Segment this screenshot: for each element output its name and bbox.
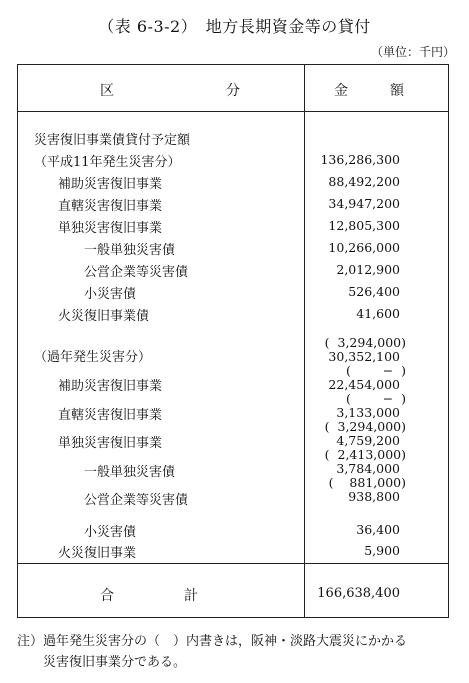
s1-row-value: 12,805,300 xyxy=(328,218,400,233)
s2-row-paren: ( 881,000) xyxy=(328,475,406,490)
s2-row-label: 小災害債 xyxy=(84,525,137,540)
section1-subtotal: 136,286,300 xyxy=(320,152,400,167)
table-title: （表 6-3-2） 地方長期資金等の貸付 xyxy=(98,17,371,36)
s2-row-paren: ( 3,294,000) xyxy=(324,419,406,434)
footnote-line2: 災害復旧事業分である。 xyxy=(17,655,187,670)
s2-row-label: 直轄災害復旧事業 xyxy=(58,408,163,423)
s1-row-label: 直轄災害復旧事業 xyxy=(58,199,163,214)
total-label: 合 計 xyxy=(100,588,198,604)
header-amount: 金 額 xyxy=(334,83,404,99)
s2-row-value: 938,800 xyxy=(348,489,400,504)
s2-row-paren: ( 2,413,000) xyxy=(324,447,406,462)
s2-row-paren: ( − ) xyxy=(346,363,406,378)
s2-row-label: 補助災害復旧事業 xyxy=(58,379,163,394)
s1-row-value: 88,492,200 xyxy=(328,174,400,189)
s1-row-value: 10,266,000 xyxy=(328,240,400,255)
s2-row-paren: ( − ) xyxy=(346,391,406,406)
s2-row-value: 4,759,200 xyxy=(336,433,400,448)
s2-row-label: 公営企業等災害債 xyxy=(84,493,189,508)
s2-row-value: 36,400 xyxy=(356,522,400,537)
s2-row-value: 3,784,000 xyxy=(336,461,400,476)
footnote-line1: 注）過年発生災害分の（ ）内書きは，阪神・淡路大震災にかかる xyxy=(17,634,408,649)
column-divider xyxy=(304,65,305,617)
section1-subheading: （平成11年発生災害分） xyxy=(34,155,181,170)
s2-row-value: 5,900 xyxy=(364,543,400,558)
header-category: 区 分 xyxy=(100,83,240,99)
s2-row-value: 22,454,000 xyxy=(328,377,400,392)
s2-heading-value: 30,352,100 xyxy=(328,349,400,364)
s2-row-value: 3,133,000 xyxy=(336,405,400,420)
header-divider xyxy=(18,111,448,112)
total-divider xyxy=(18,563,448,564)
unit-label: （単位：千円） xyxy=(370,45,455,59)
s2-row-label: 単独災害復旧事業 xyxy=(58,436,163,451)
s2-row-label: 火災復旧事業 xyxy=(58,546,137,561)
section1-heading: 災害復旧事業債貸付予定額 xyxy=(34,133,191,148)
section2-heading: （過年発生災害分） xyxy=(34,350,152,365)
s1-row-value: 34,947,200 xyxy=(328,196,400,211)
s1-row-label: 一般単独災害債 xyxy=(84,243,176,258)
s2-row-label: 一般単独災害債 xyxy=(84,465,176,480)
s1-row-label: 火災復旧事業債 xyxy=(58,309,150,324)
s1-row-value: 526,400 xyxy=(348,284,400,299)
s2-heading-paren: ( 3,294,000) xyxy=(324,335,406,350)
s1-row-label: 小災害債 xyxy=(84,287,137,302)
s1-row-label: 単独災害復旧事業 xyxy=(58,221,163,236)
loan-table xyxy=(17,64,449,618)
total-value: 166,638,400 xyxy=(317,586,400,601)
s1-row-label: 補助災害復旧事業 xyxy=(58,177,163,192)
s1-row-value: 2,012,900 xyxy=(336,262,400,277)
s1-row-value: 41,600 xyxy=(356,306,400,321)
s1-row-label: 公営企業等災害債 xyxy=(84,265,189,280)
